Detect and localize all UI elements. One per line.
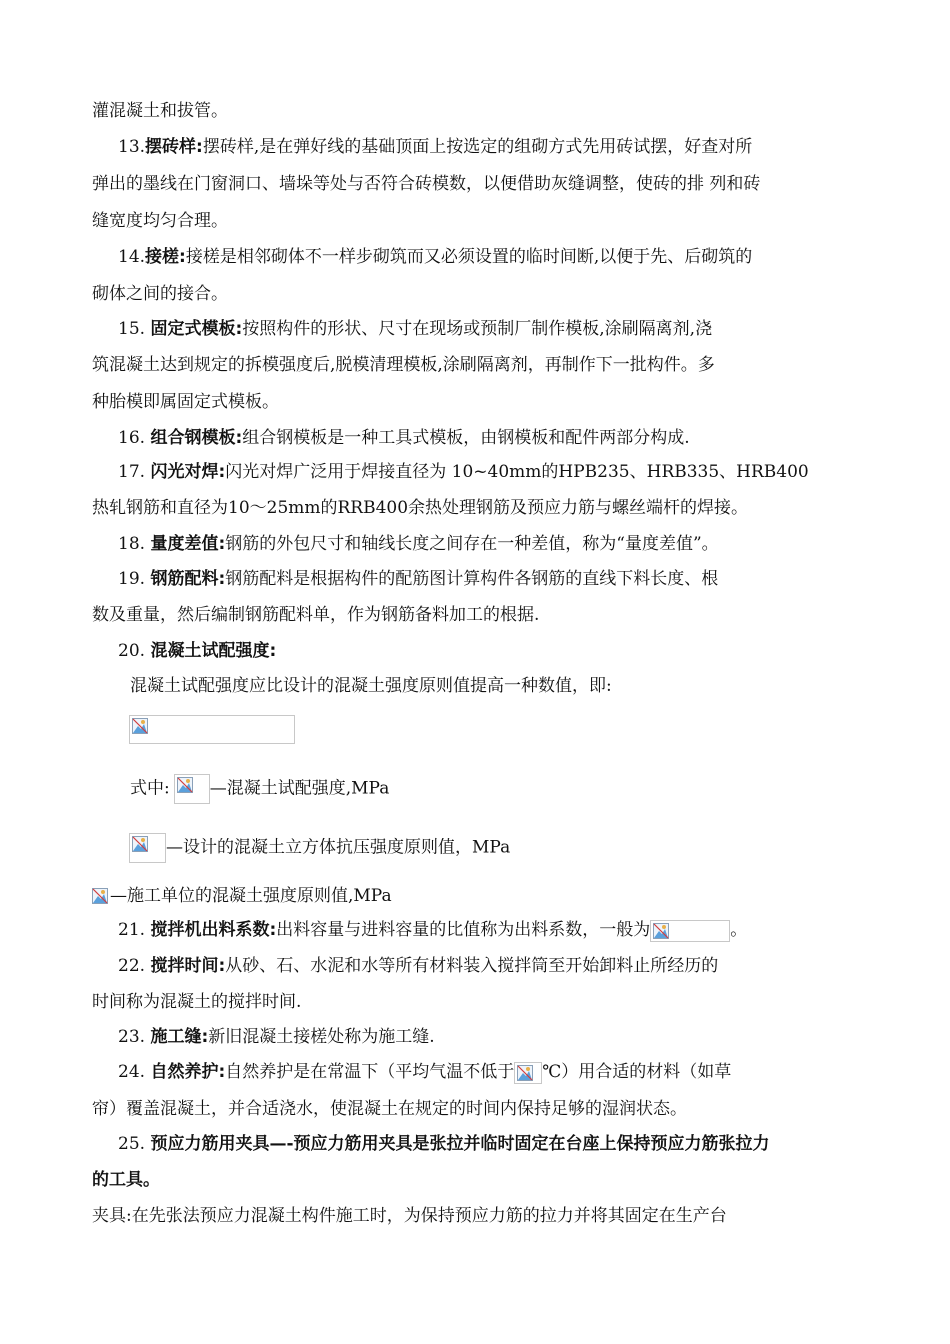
formula-line-2: —设计的混凝土立方体抗压强度原则值，MPa — [129, 833, 510, 863]
bold-line: 的工具。 — [92, 1170, 160, 1190]
text-line: 弹出的墨线在门窗洞口、墙垛等处与否符合砖模数，以便借助灰缝调整，使砖的排 列和砖 — [92, 174, 761, 194]
item-18: 18. 量度差值:钢筋的外包尺寸和轴线长度之间存在一种差值，称为“量度差值”。 — [118, 534, 719, 554]
bold-heading: 预应力筋用夹具—-预应力筋用夹具是张拉并临时固定在台座上保持预应力筋张拉力 — [150, 1134, 770, 1154]
broken-image-icon — [129, 833, 166, 863]
item-21: 21. 搅拌机出料系数:出料容量与进料容量的比值称为出料系数，一般为 。 — [118, 920, 748, 940]
text-line: 种胎模即属固定式模板。 — [92, 392, 279, 412]
item-23: 23. 施工缝:新旧混凝土接槎处称为施工缝. — [118, 1027, 435, 1047]
item-16: 16. 组合钢模板:组合钢模板是一种工具式模板，由钢模板和配件两部分构成. — [118, 428, 690, 448]
broken-image-icon — [92, 888, 110, 906]
term-label: 施工缝: — [150, 1027, 209, 1047]
broken-image-icon — [174, 774, 210, 804]
term-label: 接槎: — [145, 247, 186, 267]
term-label: 混凝土试配强度: — [150, 641, 277, 661]
broken-image-icon — [129, 715, 295, 744]
term-label: 摆砖样: — [145, 137, 203, 157]
item-20: 20. 混凝土试配强度: — [118, 641, 277, 661]
term-label: 量度差值: — [150, 534, 226, 554]
text-line: 缝宽度均匀合理。 — [92, 211, 228, 231]
term-label: 闪光对焊: — [150, 462, 226, 482]
formula-image — [129, 715, 295, 744]
formula-line-1: 式中: —混凝土试配强度,MPa — [130, 774, 389, 804]
text-line: 时间称为混凝土的搅拌时间. — [92, 992, 302, 1012]
term-label: 组合钢模板: — [150, 428, 243, 448]
term-label: 自然养护: — [150, 1062, 226, 1082]
term-label: 钢筋配料: — [150, 569, 226, 589]
text-line: 夹具:在先张法预应力混凝土构件施工时，为保持预应力筋的拉力并将其固定在生产台 — [92, 1206, 727, 1226]
text-line: 筑混凝土达到规定的拆模强度后,脱模清理模板,涂刷隔离剂，再制作下一批构件。多 — [92, 355, 715, 375]
text-line: 数及重量，然后编制钢筋配料单，作为钢筋备料加工的根据. — [92, 605, 540, 625]
broken-image-icon — [514, 1062, 542, 1084]
formula-line-3: —施工单位的混凝土强度原则值,MPa — [92, 885, 392, 907]
item-15: 15. 固定式模板:按照构件的形状、尺寸在现场或预制厂制作模板,涂刷隔离剂,浇 — [118, 319, 713, 339]
term-label: 搅拌机出料系数: — [150, 920, 277, 940]
term-label: 搅拌时间: — [150, 956, 226, 976]
item-13: 13.摆砖样:摆砖样,是在弹好线的基础顶面上按选定的组砌方式先用砖试摆，好查对所 — [118, 137, 753, 157]
item-14: 14.接槎:接槎是相邻砌体不一样步砌筑而又必须设置的临时间断,以便于先、后砌筑的 — [118, 247, 753, 267]
term-label: 固定式模板: — [150, 319, 243, 339]
item-25: 25. 预应力筋用夹具—-预应力筋用夹具是张拉并临时固定在台座上保持预应力筋张拉力 — [118, 1134, 770, 1154]
text-line: 热轧钢筋和直径为10～25mm的RRB400余热处理钢筋及预应力筋与螺丝端杆的焊接。 — [92, 498, 749, 518]
item-22: 22. 搅拌时间:从砂、石、水泥和水等所有材料装入搅拌筒至开始卸料止所经历的 — [118, 956, 719, 976]
broken-image-icon — [650, 920, 730, 942]
text-line: 混凝土试配强度应比设计的混凝土强度原则值提高一种数值，即: — [130, 676, 612, 696]
item-17: 17. 闪光对焊:闪光对焊广泛用于焊接直径为 10~40mm的HPB235、HRB335、HRB400 — [118, 462, 809, 482]
item-24: 24. 自然养护:自然养护是在常温下（平均气温不低于 ℃）用合适的材料（如草 — [118, 1062, 732, 1082]
text-line: 灌混凝土和拔管。 — [92, 101, 228, 121]
item-19: 19. 钢筋配料:钢筋配料是根据构件的配筋图计算构件各钢筋的直线下料长度、根 — [118, 569, 719, 589]
text-line: 砌体之间的接合。 — [92, 284, 228, 304]
text-line: 帘）覆盖混凝土，并合适浇水，使混凝土在规定的时间内保持足够的湿润状态。 — [92, 1099, 687, 1119]
